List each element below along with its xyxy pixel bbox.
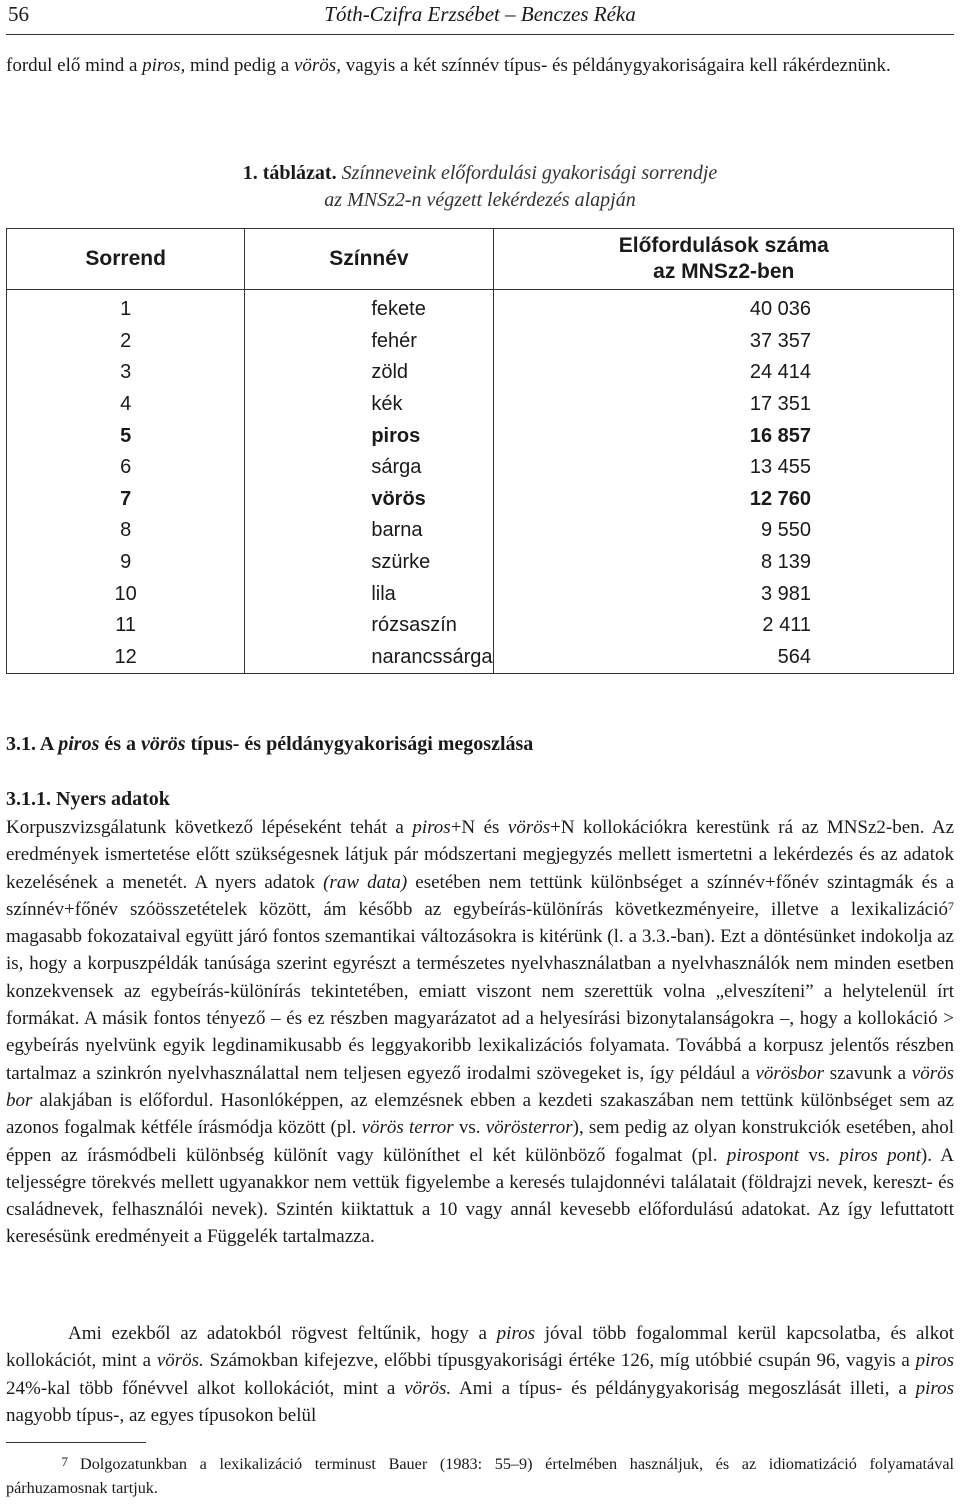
count-cell: 24 414 [493, 357, 953, 389]
body-paragraph-2 [6, 1320, 954, 1429]
header-occurrence-count [493, 229, 953, 290]
rank-cell: 3 [7, 357, 245, 389]
italic-term: piros [58, 733, 100, 755]
color-name-cell: sárga [245, 452, 493, 484]
text-run: +N kollokációkra kerestünk rá az MNSz2-ben. Az eredmények ismertetése előtt szükségesnek látjuk pár módszertani megjegyzés mellett ismertetni a lekérdezés és az adatok kezelésének a menetét. A nyers adatok [6, 817, 955, 893]
rank-cell: 11 [7, 610, 245, 642]
italic-term: piros [412, 817, 451, 838]
text-run: +N és [450, 817, 508, 838]
footnote-divider [6, 1442, 146, 1443]
italic-term: vörös terror [361, 1117, 454, 1139]
italic-term: vörös. [156, 1350, 204, 1372]
text-run: ). A teljességre törekvés mellett ugyanakkor nem vettük figyelembe a keresés tulajdonnévi találatait (földrajzi nevek, kereszt- és családnevek, felhasználói nevek). Szintén kiiktattuk a 10 vagy annál kevesebb előfordulású adatokat. Az így lefuttatott keresésünk eredményeit a Függelék tartalmazza. [6, 1144, 954, 1248]
color-name-cell: piros [245, 420, 493, 452]
italic-term: vörös. [404, 1377, 452, 1399]
footnote-number: 7 [61, 1454, 68, 1469]
section-heading [6, 733, 533, 756]
table-caption-line2: az MNSz2-n végzett lekérdezés alapján [324, 189, 636, 211]
rank-cell: 9 [7, 547, 245, 579]
footnote-ref: 7 [948, 898, 954, 913]
text-run: ), sem pedig az olyan konstrukciók esetében, ahol éppen az írásmódbeli különbség különít vagy különíthet el két különböző fogalmat (pl. [6, 1117, 954, 1166]
color-name-cell: narancssárga [245, 642, 493, 674]
table-row [7, 610, 954, 642]
italic-term: piros [915, 1350, 954, 1372]
table-row [7, 357, 954, 389]
rank-cell: 5 [7, 420, 245, 452]
color-name-cell: kék [245, 389, 493, 421]
italic-term: (raw data) [323, 871, 408, 893]
color-name-cell: zöld [245, 357, 493, 389]
footnote [6, 1452, 954, 1500]
text-run: 24%-kal több főnévvel alkot kollokációt, mint a [6, 1377, 405, 1399]
table-row [7, 642, 954, 674]
text-run: vs. [453, 1117, 486, 1139]
table-row [7, 484, 954, 516]
count-cell: 9 550 [493, 515, 953, 547]
rank-cell: 4 [7, 389, 245, 421]
body-paragraph-1 [6, 814, 954, 1251]
count-cell: 40 036 [493, 290, 953, 326]
table-header-row [7, 229, 954, 290]
text-run: nagyobb típus-, az egyes típusokon belül [6, 1404, 317, 1426]
text-run: típus- és példánygyakorisági megoszlása [185, 733, 534, 755]
italic-term: piros, [142, 55, 186, 76]
count-cell: 3 981 [493, 578, 953, 610]
text-run: esetében nem tettünk különbséget a színnév+főnév szintagmák és a színnév+főnév szóösszetételek között, ám később az egybeírás-különírás következményeire, illetve a lexikalizáció [6, 871, 955, 920]
count-cell: 8 139 [493, 547, 953, 579]
italic-term: vörös bor [6, 1062, 954, 1111]
color-name-cell: vörös [245, 484, 493, 516]
count-cell: 13 455 [493, 452, 953, 484]
rank-cell: 8 [7, 515, 245, 547]
intro-paragraph [6, 52, 954, 81]
italic-term: vörösbor [755, 1062, 825, 1084]
header-rank: Sorrend [7, 229, 245, 290]
italic-term: vörösterror [485, 1117, 573, 1139]
color-name-cell: fekete [245, 290, 493, 326]
page-header [6, 0, 954, 35]
table-row [7, 452, 954, 484]
text-run: vs. [798, 1144, 840, 1166]
color-name-cell: rózsaszín [245, 610, 493, 642]
rank-cell: 7 [7, 484, 245, 516]
footnote-text: Dolgozatunkban a lexikalizáció terminust Bauer (1983: 55–9) értelmében használjuk, és az idiomatizáció folyamatával párhuzamosnak tartjuk. [6, 1455, 954, 1497]
header-color-name: Színnév [245, 229, 493, 290]
subsection-heading: 3.1.1. Nyers adatok [6, 788, 170, 810]
text-run: Korpuszvizsgálatunk következő lépéseként tehát a [6, 817, 413, 838]
italic-term: vörös [507, 817, 551, 838]
text-run: Ami ezekből az adatokból rögvest feltűnik, hogy a [68, 1323, 497, 1344]
color-name-cell: szürke [245, 547, 493, 579]
text-run: alakjában is előfordul. Hasonlóképpen, az elemzésnek ebben a kezdeti szakaszában nem tettünk különbséget sem az azonos fogalmak kétféle írásmódja között (pl. [6, 1089, 954, 1139]
text-run: Ami a típus- és példánygyakoriság megoszlását illeti, a [451, 1377, 916, 1399]
color-name-cell: lila [245, 578, 493, 610]
italic-term: piros [915, 1377, 954, 1399]
text-run: jóval több fogalommal kerül kapcsolatba, és alkot kollokációt, mint a [6, 1323, 954, 1372]
text-run: mind pedig a [185, 55, 294, 76]
table-row [7, 547, 954, 579]
italic-term: vörös, [293, 55, 341, 76]
italic-term: pirospont [726, 1144, 799, 1166]
table-row [7, 578, 954, 610]
table-caption [0, 160, 960, 214]
table-caption-line1: Színneveink előfordulási gyakorisági sorrendje [341, 162, 718, 184]
italic-term: piros [496, 1323, 536, 1344]
text-run: magasabb fokozataival együtt járó fontos szemantikai változásokra is kitérünk (l. a 3.3.-ban). Ezt a döntésünket indokolja az is, hogy a korpuszpéldák tanúsága szerint egyrészt a természetes nyelvhasználatban a nyelvhasználók nem minden esetben konzekvensek az egybeírás-különírás tekintetében, emiatt viszont nem szerettük volna „elveszíteni” a helytelenül írt formákat. A másik fontos tényező – és ez részben magyarázatot ad a helyesírási bizonytalanságokra –, hogy a kollokáció > egybeírás nyelvünk egyik legdinamikusabb és leggyakoribb lexikalizációs folyamata. Továbbá a korpusz jelentős részben tartalmaz a szinkrón nyelvhasználattal nem teljesen egyező irodalmi szövegeket is, így például a [6, 926, 954, 1084]
color-frequency-table [6, 228, 954, 674]
count-cell: 16 857 [493, 420, 953, 452]
italic-term: vörös [141, 733, 186, 755]
text-run: és a [99, 733, 142, 755]
color-name-cell: fehér [245, 326, 493, 358]
text-run: vagyis a két színnév típus- és példánygyakoriságaira kell rákérdeznünk. [340, 55, 891, 76]
count-cell: 12 760 [493, 484, 953, 516]
text-run: fordul elő mind a [6, 55, 143, 76]
table-row [7, 515, 954, 547]
header-count-line2: az MNSz2-ben [653, 260, 795, 283]
count-cell: 564 [493, 642, 953, 674]
count-cell: 37 357 [493, 326, 953, 358]
rank-cell: 2 [7, 326, 245, 358]
count-cell: 17 351 [493, 389, 953, 421]
rank-cell: 10 [7, 578, 245, 610]
page-number: 56 [8, 2, 29, 26]
text-run: 3.1. A [6, 733, 59, 755]
table-row [7, 290, 954, 326]
table-row [7, 420, 954, 452]
italic-term: piros pont [839, 1144, 921, 1166]
rank-cell: 1 [7, 290, 245, 326]
header-count-line1: Előfordulások száma [618, 234, 829, 257]
running-title: Tóth-Czifra Erzsébet – Benczes Réka [324, 2, 636, 26]
color-name-cell: barna [245, 515, 493, 547]
text-run: Számokban kifejezve, előbbi típusgyakorisági értéke 126, míg utóbbié csupán 96, vagyis a [203, 1350, 916, 1372]
table-row [7, 326, 954, 358]
count-cell: 2 411 [493, 610, 953, 642]
table-row [7, 389, 954, 421]
table-caption-label: 1. táblázat. [242, 162, 337, 184]
rank-cell: 6 [7, 452, 245, 484]
rank-cell: 12 [7, 642, 245, 674]
text-run: szavunk a [824, 1062, 912, 1084]
